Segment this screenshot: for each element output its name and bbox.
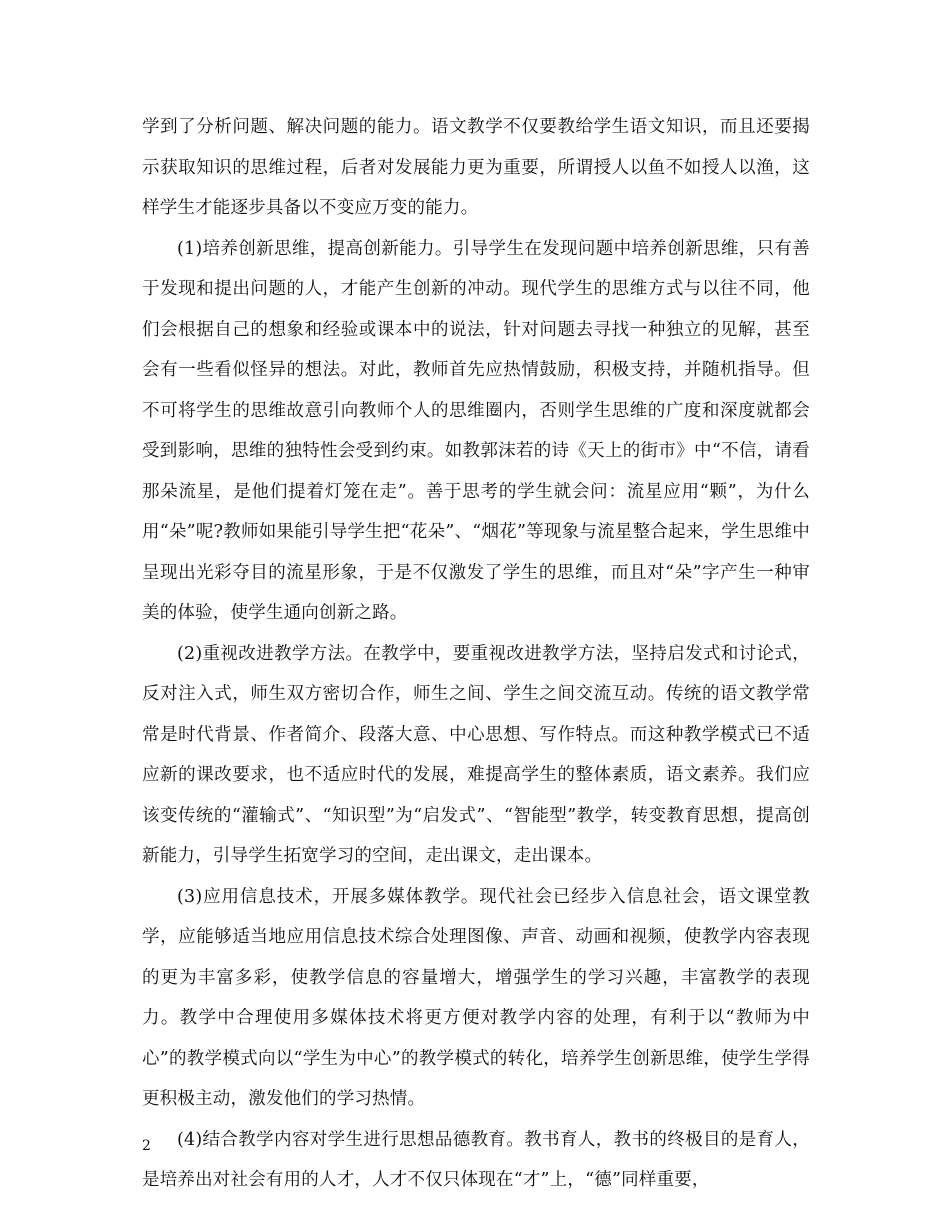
paragraph-item-2: (2)重视改进教学方法。在教学中，要重视改进教学方法，坚持启发式和讨论式，反对注入式，师生双方密切合作，师生之间、学生之间交流互动。传统的语文教学常常是时代背景、作者简介、段落大意、中心思想、写作特点。而这种教学模式已不适应新的课改要求，也不适应时代的发展，难提高学生的整体素质，语文素养。我们应该变传统的“灌输式”、“知识型”为“启发式”、“智能型”教学，转变教育思想，提高创新能力，引导学生拓宽学习的空间，走出课文，走出课本。 <box>142 643 810 866</box>
paragraph-item-1: (1)培养创新思维，提高创新能力。引导学生在发现问题中培养创新思维，只有善于发现和提出问题的人，才能产生创新的冲动。现代学生的思维方式与以往不同，他们会根据自己的想象和经验或课本中的说法，针对问题去寻找一种独立的见解，甚至会有一些看似怪异的想法。对此，教师首先应热情鼓励，积极支持，并随机指导。但不可将学生的思维故意引向教师个人的思维圈内，否则学生思维的广度和深度就都会受到影响，思维的独特性会受到约束。如教郭沫若的诗《天上的街市》中“不信，请看那朵流星，是他们提着灯笼在走”。善于思考的学生就会问：流星应用“颗”，为什么用“朵”呢?教师如果能引导学生把“花朵”、“烟花”等现象与流星整合起来，学生思维中呈现出光彩夺目的流星形象，于是不仅激发了学生的思维，而且对“朵”字产生一种审美的体验，使学生通向创新之路。 <box>142 238 810 623</box>
paragraph-item-4: (4)结合教学内容对学生进行思想品德教育。教书育人，教书的终极目的是育人，是培养出对社会有用的人才，人才不仅只体现在“才”上，“德”同样重要， <box>142 1129 810 1190</box>
paragraph-item-3: (3)应用信息技术，开展多媒体教学。现代社会已经步入信息社会，语文课堂教学，应能够适当地应用信息技术综合处理图像、声音、动画和视频，使教学内容表现的更为丰富多彩，使教学信息的容量增大，增强学生的学习兴趣，丰富教学的表现力。教学中合理使用多媒体技术将更方便对教学内容的处理，有利于以“教师为中心”的教学模式向以“学生为中心”的教学模式的转化，培养学生创新思维，使学生学得更积极主动，激发他们的学习热情。 <box>142 886 810 1109</box>
page-number: 2 <box>142 1138 151 1154</box>
document-body <box>142 107 810 1201</box>
paragraph-continuation: 学到了分析问题、解决问题的能力。语文教学不仅要教给学生语文知识，而且还要揭示获取知识的思维过程，后者对发展能力更为重要，所谓授人以鱼不如授人以渔，这样学生才能逐步具备以不变应万变的能力。 <box>142 117 810 218</box>
